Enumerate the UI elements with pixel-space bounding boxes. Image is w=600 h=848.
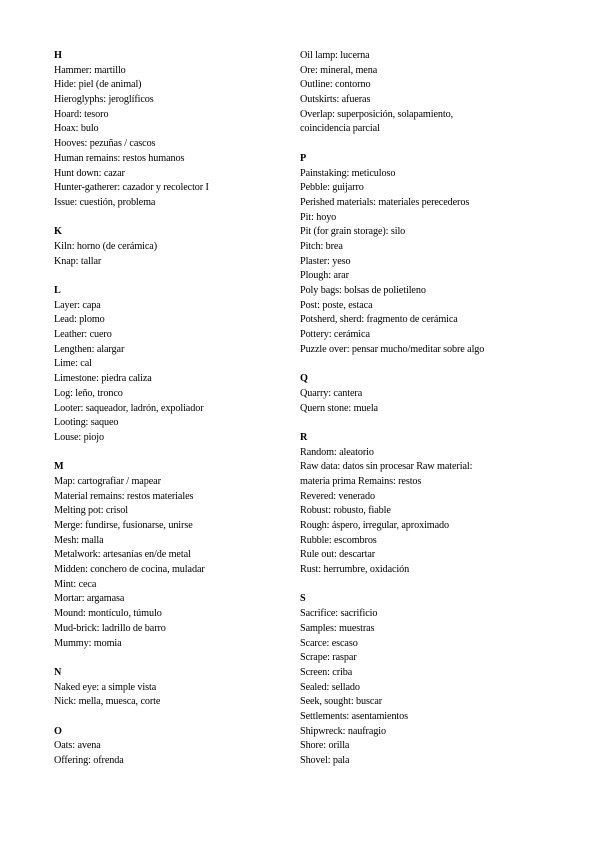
glossary-entry: Samples: muestras xyxy=(300,622,375,634)
glossary-entry: Shovel: pala xyxy=(300,755,350,766)
glossary-entry: Lengthen: alargar xyxy=(54,343,125,355)
glossary-entry: Post: poste, estaca xyxy=(300,299,373,311)
glossary-entry: Quarry: cantera xyxy=(300,387,363,399)
glossary-entry: Robust: robusto, fiable xyxy=(300,505,391,517)
glossary-entry: Midden: conchero de cocina, muladar xyxy=(54,564,205,576)
glossary-entry: Seek, sought: buscar xyxy=(300,696,383,708)
section-letter-heading: L xyxy=(54,285,61,296)
glossary-entry: materia prima Remains: restos xyxy=(300,475,422,487)
glossary-entry: Raw data: datos sin procesar Raw material: xyxy=(300,461,473,473)
section-spacer xyxy=(54,651,304,666)
glossary-entry: Hoax: bulo xyxy=(54,123,99,135)
glossary-entry: Oats: avena xyxy=(54,740,101,752)
section-letter-heading: Q xyxy=(300,373,308,385)
glossary-entry: Revered: venerado xyxy=(300,490,375,502)
glossary-entry: Puzzle over: pensar mucho/meditar sobre algo xyxy=(300,343,485,355)
section-letter-heading: R xyxy=(300,431,308,443)
glossary-entry: Plaster: yeso xyxy=(300,255,351,267)
section-spacer xyxy=(300,357,550,372)
glossary-entry: Oil lamp: lucerna xyxy=(300,50,370,61)
glossary-entry: Sealed: sellado xyxy=(300,681,360,693)
glossary-entry: Hooves: pezuñas / cascos xyxy=(54,138,156,150)
section-letter-heading: O xyxy=(54,725,62,737)
glossary-entry: Potsherd, sherd: fragmento de cerámica xyxy=(300,314,458,326)
glossary-entry: Leather: cuero xyxy=(54,329,112,341)
glossary-entry: Settlements: asentamientos xyxy=(300,710,409,722)
glossary-entry: coincidencia parcial xyxy=(300,123,380,135)
glossary-entry: Melting pot: crisol xyxy=(54,505,128,517)
section-spacer xyxy=(54,446,304,461)
section-letter-heading: P xyxy=(300,152,307,164)
glossary-entry: Hide: piel (de animal) xyxy=(54,79,142,91)
section-letter-heading: K xyxy=(54,226,62,238)
glossary-entry: Rough: áspero, irregular, aproximado xyxy=(300,520,450,531)
glossary-entry: Painstaking: meticuloso xyxy=(300,167,396,179)
glossary-entry: Lime: cal xyxy=(54,358,92,370)
glossary-entry: Hunt down: cazar xyxy=(54,167,125,179)
glossary-entry: Hieroglyphs: jeroglíficos xyxy=(54,94,154,106)
glossary-entry: Ore: mineral, mena xyxy=(300,64,378,76)
glossary-entry: Overlap: superposición, solapamiento, xyxy=(300,108,454,120)
glossary-entry: Shore: orilla xyxy=(300,740,350,752)
glossary-entry: Material remains: restos materiales xyxy=(54,490,194,502)
section-spacer xyxy=(54,269,304,284)
glossary-entry: Mesh: malla xyxy=(54,534,104,546)
right-column xyxy=(300,49,550,769)
glossary-entry: Rule out: descartar xyxy=(300,549,376,561)
glossary-entry: Looter: saqueador, ladrón, expoliador xyxy=(54,402,204,414)
glossary-entry: Quern stone: muela xyxy=(300,402,378,414)
glossary-entry: Pottery: cerámica xyxy=(300,329,370,341)
glossary-entry: Louse: piojo xyxy=(54,431,105,443)
glossary-entry: Sacrifice: sacrificio xyxy=(300,608,378,620)
glossary-entry: Metalwork: artesanías en/de metal xyxy=(54,549,191,561)
glossary-entry: Human remains: restos humanos xyxy=(54,152,185,164)
glossary-entry: Naked eye: a simple vista xyxy=(54,681,157,693)
glossary-entry: Looting: saqueo xyxy=(54,417,119,429)
glossary-entry: Pit (for grain storage): silo xyxy=(300,226,406,238)
glossary-entry: Hammer: martillo xyxy=(54,64,126,76)
section-spacer xyxy=(54,710,304,725)
section-spacer xyxy=(300,416,550,431)
glossary-entry: Scrape: raspar xyxy=(300,652,357,664)
glossary-entry: Rust: herrumbre, oxidación xyxy=(300,564,410,576)
glossary-entry: Scarce: escaso xyxy=(300,637,358,649)
section-letter-heading: H xyxy=(54,50,62,61)
glossary-entry: Log: leño, tronco xyxy=(54,387,123,399)
glossary-entry: Offering: ofrenda xyxy=(54,755,124,766)
section-spacer xyxy=(300,137,550,152)
glossary-entry: Pit: hoyo xyxy=(300,211,337,223)
glossary-entry: Mortar: argamasa xyxy=(54,593,125,605)
glossary-entry: Pitch: brea xyxy=(300,240,343,252)
glossary-entry: Map: cartografiar / mapear xyxy=(54,475,161,487)
glossary-entry: Mummy: momia xyxy=(54,637,122,649)
glossary-entry: Screen: criba xyxy=(300,666,353,678)
glossary-entry: Kiln: horno (de cerámica) xyxy=(54,240,158,252)
glossary-entry: Lead: plomo xyxy=(54,314,105,326)
glossary-entry: Limestone: piedra caliza xyxy=(54,373,152,385)
glossary-entry: Perished materials: materiales perecederos xyxy=(300,196,470,208)
glossary-entry: Poly bags: bolsas de polietileno xyxy=(300,285,426,296)
glossary-entry: Outskirts: afueras xyxy=(300,94,371,106)
glossary-entry: Random: aleatorio xyxy=(300,446,374,458)
glossary-entry: Outline: contorno xyxy=(300,79,371,91)
section-letter-heading: M xyxy=(54,461,64,473)
glossary-entry: Mud-brick: ladrillo de barro xyxy=(54,622,166,634)
glossary-entry: Knap: tallar xyxy=(54,255,102,267)
glossary-entry: Mint: ceca xyxy=(54,578,97,590)
glossary-entry: Rubble: escombros xyxy=(300,534,377,546)
glossary-entry: Hunter-gatherer: cazador y recolector I xyxy=(54,182,209,194)
glossary-entry: Plough: arar xyxy=(300,270,349,282)
glossary-entry: Merge: fundirse, fusionarse, unirse xyxy=(54,520,193,531)
glossary-entry: Nick: mella, muesca, corte xyxy=(54,696,161,708)
glossary-entry: Issue: cuestión, problema xyxy=(54,196,156,208)
section-spacer xyxy=(54,211,304,226)
glossary-entry: Mound: montículo, túmulo xyxy=(54,608,162,620)
left-column xyxy=(54,49,304,769)
section-spacer xyxy=(300,578,550,593)
section-letter-heading: S xyxy=(300,593,306,605)
glossary-entry: Hoard: tesoro xyxy=(54,108,109,120)
glossary-entry: Layer: capa xyxy=(54,299,101,311)
glossary-entry: Shipwreck: naufragio xyxy=(300,725,386,737)
glossary-entry: Pebble: guijarro xyxy=(300,182,364,194)
section-letter-heading: N xyxy=(54,666,62,678)
